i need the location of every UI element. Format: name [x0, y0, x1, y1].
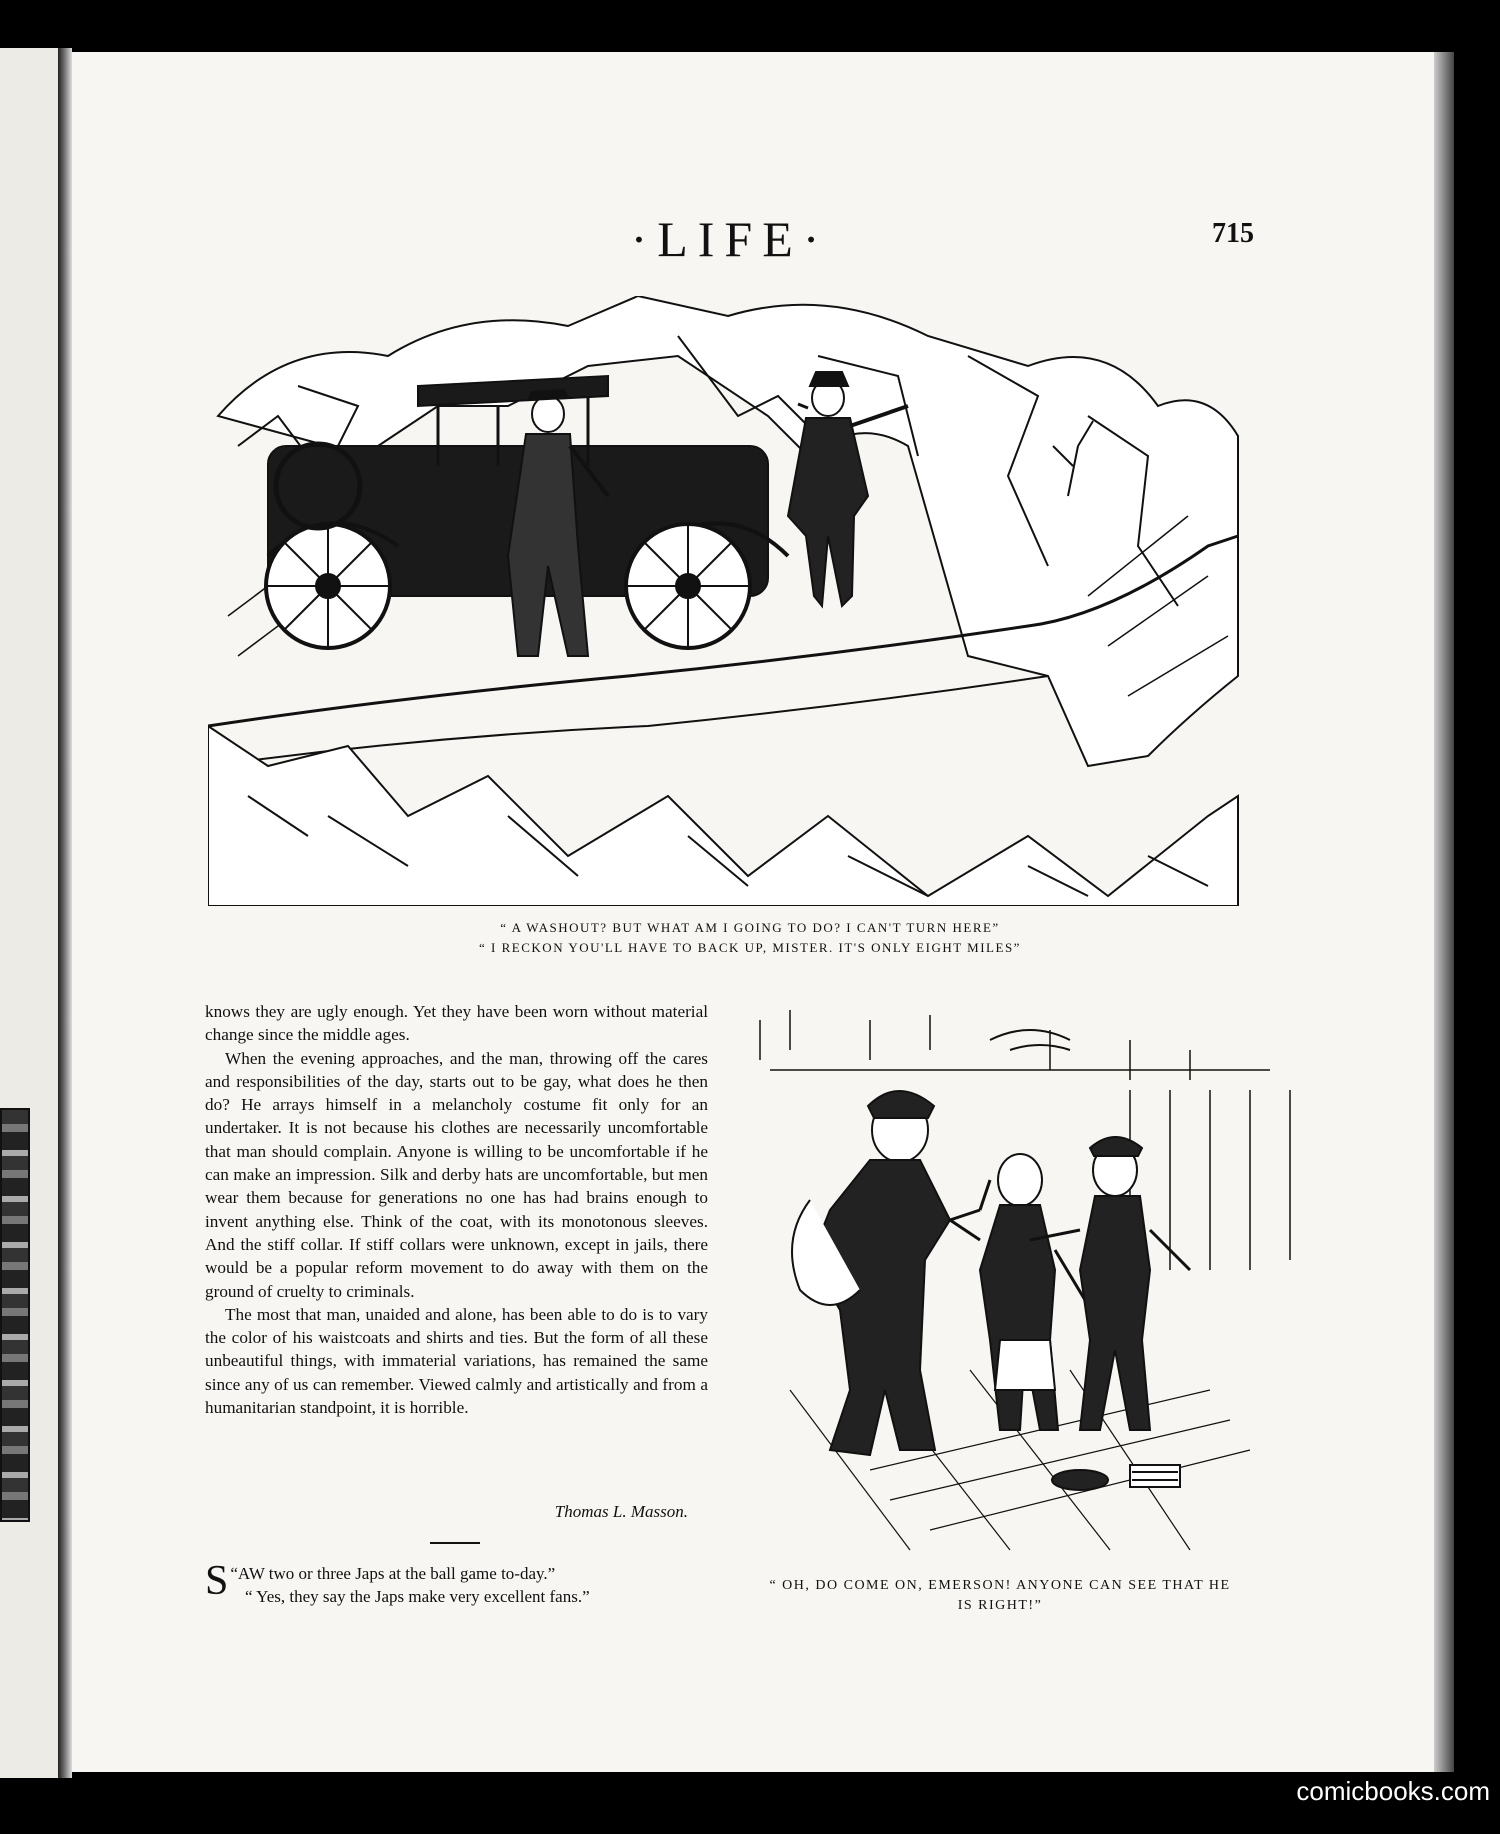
- binding-gutter: [58, 48, 72, 1778]
- article-paragraph: The most that man, unaided and alone, has been able to do is to vary the color of his waistcoats and shirts and ties. But the form of all these unbeautiful things, with immaterial variations, has remained the same since any of us can remember. Viewed calmly and artistically and from a humanitarian standpoint, it is horrible.: [205, 1304, 708, 1418]
- caption-line-2: “ I RECKON YOU'LL HAVE TO BACK UP, MISTER. IT'S ONLY EIGHT MILES”: [479, 940, 1021, 955]
- joke-line-2: “ Yes, they say the Japs make very excellent fans.”: [245, 1587, 590, 1606]
- middle-boy-figure: [950, 1154, 1085, 1430]
- article-text: [205, 1000, 708, 1419]
- schoolboys-cartoon: [750, 1010, 1310, 1560]
- caption-line-1: “ A WASHOUT? BUT WHAT AM I GOING TO DO? I CAN'T TURN HERE”: [500, 920, 1000, 935]
- car-wheel-rear: [266, 524, 390, 648]
- joke-line-1: AW two or three Japs at the ball game to-day.”: [237, 1564, 556, 1583]
- top-cartoon-caption: [300, 918, 1200, 958]
- right-page-edge: [1434, 52, 1454, 1772]
- section-divider: [430, 1542, 480, 1544]
- bottom-cartoon-caption: “ OH, DO COME ON, EMERSON! ANYONE CAN SEE THAT HE IS RIGHT!”: [769, 1578, 1231, 1613]
- page-number: 715: [1212, 218, 1254, 249]
- tall-boy-figure: [792, 1091, 990, 1455]
- car-wheel-front: [626, 524, 750, 648]
- site-watermark: comicbooks.com: [1296, 1776, 1490, 1806]
- joke-text: [205, 1558, 705, 1608]
- car-washout-cartoon: [208, 296, 1240, 906]
- masthead-title: ·LIFE·: [630, 211, 830, 267]
- dropped-hat: [1052, 1470, 1108, 1490]
- joke-dropcap: S: [205, 1558, 229, 1604]
- author-signature: Thomas L. Masson.: [554, 1502, 688, 1521]
- dropped-books: [1130, 1465, 1180, 1487]
- adjacent-page-illustration: [0, 1108, 30, 1522]
- article-paragraph: When the evening approaches, and the man, throwing off the cares and responsibilities of the day, starts out to be gay, what does he then do? He arrays himself in a melancholy costume fit only for an undertaker. It is not because his clothes are necessarily uncomfortable that man should complain. Anyone is willing to be uncomfortable if he can make an impression. Silk and derby hats are uncomfortable, but men wear them because for generations no one has had brains enough to invent anything else. Think of the coat, with its monotonous sleeves. And the stiff collar. If stiff collars were unknown, except in jails, there would be a popular reform movement to do away with them on the ground of cruelty to criminals.: [205, 1048, 708, 1301]
- joke-open-quote: “: [230, 1564, 238, 1583]
- article-paragraph: knows they are ugly enough. Yet they have been worn without material change since the middle ages.: [205, 1002, 708, 1045]
